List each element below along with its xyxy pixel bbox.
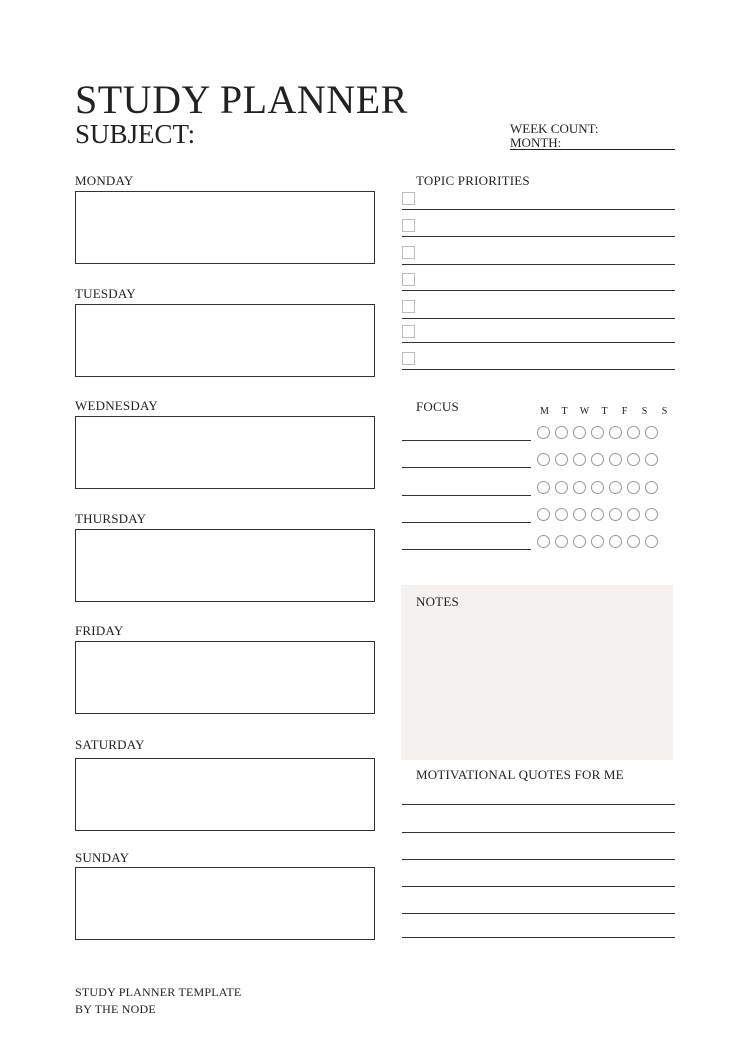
day-initial: M	[540, 406, 549, 417]
tracker-circle[interactable]	[573, 453, 586, 466]
footer-line-1: STUDY PLANNER TEMPLATE	[75, 985, 242, 999]
focus-line[interactable]	[402, 495, 531, 496]
tracker-circle[interactable]	[645, 481, 658, 494]
day-initial: S	[641, 406, 648, 417]
quote-line[interactable]	[402, 832, 675, 833]
focus-tracker-row	[537, 453, 658, 468]
focus-tracker-row	[537, 508, 658, 523]
day-initial: W	[579, 406, 590, 417]
day-initial: F	[621, 406, 628, 417]
focus-tracker-row	[537, 426, 658, 441]
tracker-circle[interactable]	[609, 453, 622, 466]
tracker-circle[interactable]	[537, 426, 550, 439]
focus-line[interactable]	[402, 522, 531, 523]
tracker-circle[interactable]	[627, 481, 640, 494]
day-label-saturday: SATURDAY	[75, 737, 145, 752]
tracker-circle[interactable]	[573, 481, 586, 494]
priority-line[interactable]	[402, 290, 675, 291]
quote-line[interactable]	[402, 937, 675, 938]
tracker-circle[interactable]	[573, 508, 586, 521]
tracker-circle[interactable]	[645, 508, 658, 521]
tracker-circle[interactable]	[591, 481, 604, 494]
quotes-title: MOTIVATIONAL QUOTES FOR ME	[416, 767, 624, 782]
subject-label: SUBJECT:	[75, 119, 196, 149]
tracker-circle[interactable]	[537, 453, 550, 466]
day-label-wednesday: WEDNESDAY	[75, 398, 158, 413]
tracker-circle[interactable]	[555, 481, 568, 494]
footer-line-2: BY THE NODE	[75, 1002, 156, 1016]
tracker-circle[interactable]	[627, 535, 640, 548]
tracker-circle[interactable]	[609, 508, 622, 521]
quote-line[interactable]	[402, 804, 675, 805]
topic-priorities-title: TOPIC PRIORITIES	[416, 173, 530, 188]
day-label-sunday: SUNDAY	[75, 850, 130, 865]
focus-day-initials	[537, 406, 672, 418]
tracker-circle[interactable]	[537, 508, 550, 521]
tracker-circle[interactable]	[609, 426, 622, 439]
tracker-circle[interactable]	[591, 453, 604, 466]
day-box-saturday[interactable]	[75, 758, 375, 831]
day-box-sunday[interactable]	[75, 867, 375, 940]
tracker-circle[interactable]	[627, 426, 640, 439]
focus-tracker-row	[537, 535, 658, 550]
tracker-circle[interactable]	[627, 453, 640, 466]
day-box-monday[interactable]	[75, 191, 375, 264]
week-count-label: WEEK COUNT:	[510, 121, 599, 136]
focus-tracker-row	[537, 481, 658, 496]
tracker-circle[interactable]	[645, 535, 658, 548]
tracker-circle[interactable]	[609, 481, 622, 494]
priority-line[interactable]	[402, 318, 675, 319]
priority-checkbox[interactable]	[402, 300, 415, 313]
tracker-circle[interactable]	[609, 535, 622, 548]
tracker-circle[interactable]	[555, 453, 568, 466]
day-initial: T	[601, 406, 608, 417]
priority-line[interactable]	[402, 342, 675, 343]
tracker-circle[interactable]	[591, 535, 604, 548]
day-label-monday: MONDAY	[75, 173, 134, 188]
tracker-circle[interactable]	[555, 508, 568, 521]
tracker-circle[interactable]	[591, 426, 604, 439]
tracker-circle[interactable]	[573, 535, 586, 548]
priority-checkbox[interactable]	[402, 352, 415, 365]
tracker-circle[interactable]	[573, 426, 586, 439]
day-box-thursday[interactable]	[75, 529, 375, 602]
tracker-circle[interactable]	[555, 426, 568, 439]
focus-line[interactable]	[402, 467, 531, 468]
page-title: STUDY PLANNER	[75, 77, 408, 122]
day-initial: T	[561, 406, 568, 417]
priority-checkbox[interactable]	[402, 219, 415, 232]
tracker-circle[interactable]	[537, 481, 550, 494]
tracker-circle[interactable]	[537, 535, 550, 548]
month-label: MONTH:	[510, 135, 562, 150]
tracker-circle[interactable]	[645, 426, 658, 439]
focus-title: FOCUS	[416, 399, 459, 414]
day-box-wednesday[interactable]	[75, 416, 375, 489]
priority-checkbox[interactable]	[402, 246, 415, 259]
notes-title: NOTES	[416, 594, 459, 609]
priority-checkbox[interactable]	[402, 273, 415, 286]
focus-line[interactable]	[402, 549, 531, 550]
priority-checkbox[interactable]	[402, 325, 415, 338]
quote-line[interactable]	[402, 886, 675, 887]
priority-line[interactable]	[402, 369, 675, 370]
tracker-circle[interactable]	[627, 508, 640, 521]
day-label-friday: FRIDAY	[75, 623, 124, 638]
quote-line[interactable]	[402, 913, 675, 914]
priority-line[interactable]	[402, 209, 675, 210]
day-initial: S	[661, 406, 668, 417]
priority-line[interactable]	[402, 236, 675, 237]
priority-line[interactable]	[402, 264, 675, 265]
tracker-circle[interactable]	[555, 535, 568, 548]
notes-panel[interactable]	[401, 585, 673, 760]
quote-line[interactable]	[402, 859, 675, 860]
day-label-tuesday: TUESDAY	[75, 286, 136, 301]
focus-line[interactable]	[402, 440, 531, 441]
priority-checkbox[interactable]	[402, 192, 415, 205]
tracker-circle[interactable]	[591, 508, 604, 521]
day-label-thursday: THURSDAY	[75, 511, 147, 526]
day-box-tuesday[interactable]	[75, 304, 375, 377]
day-box-friday[interactable]	[75, 641, 375, 714]
month-line[interactable]	[510, 149, 675, 150]
tracker-circle[interactable]	[645, 453, 658, 466]
